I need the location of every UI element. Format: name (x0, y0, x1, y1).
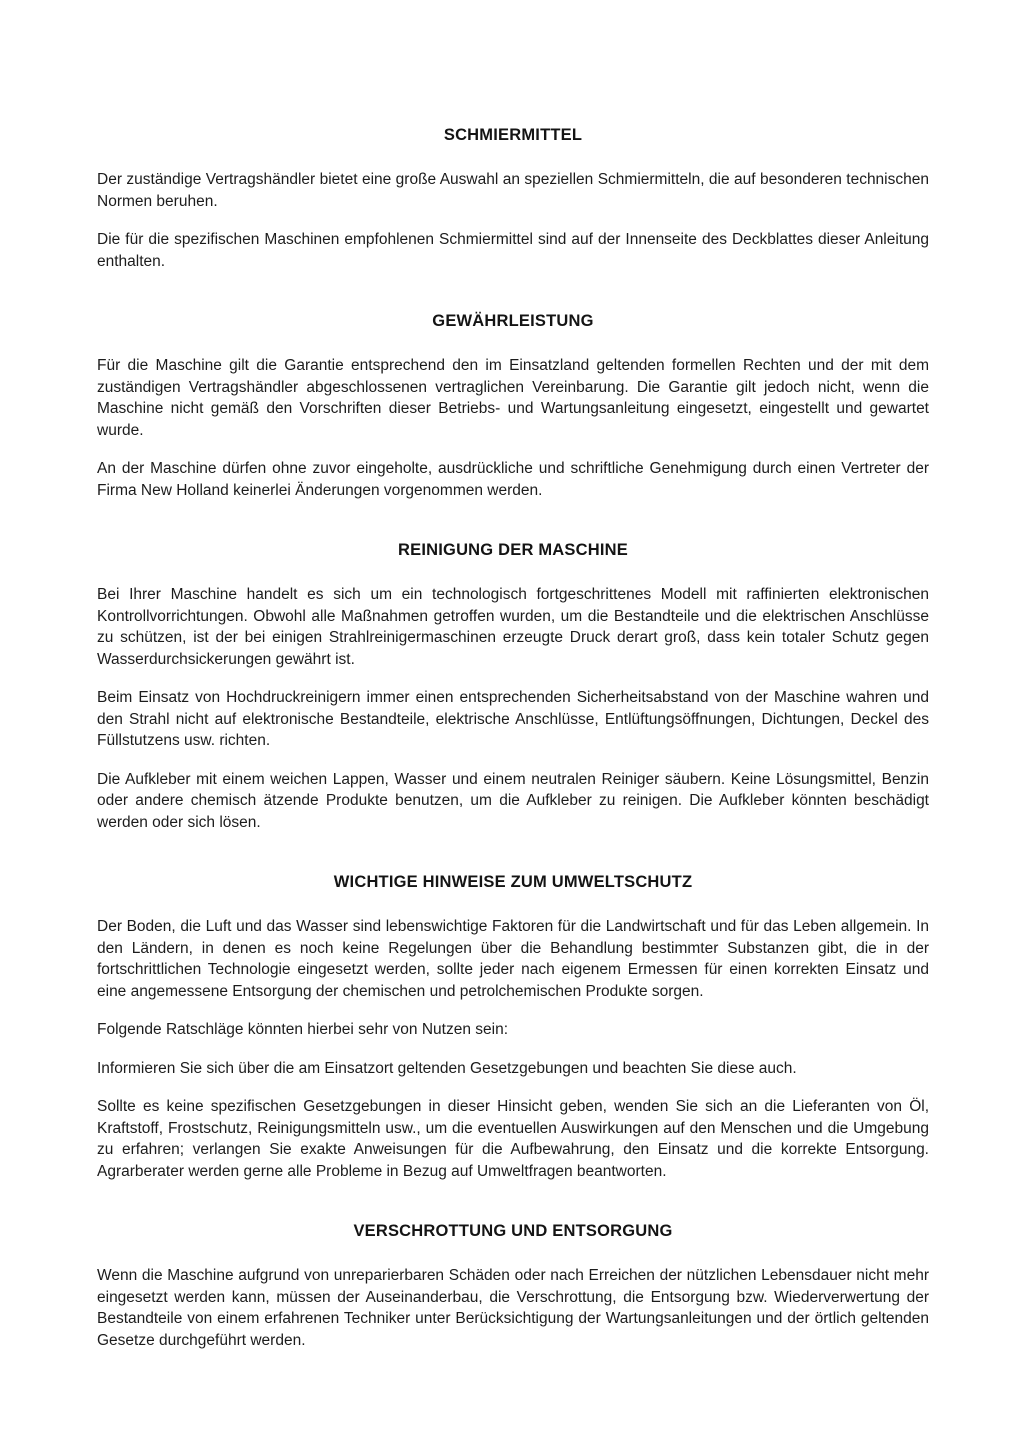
paragraph: Informieren Sie sich über die am Einsatzort geltenden Gesetzgebungen und beachten Sie diese auch. (97, 1059, 797, 1077)
section-heading: REINIGUNG DER MASCHINE (398, 541, 628, 559)
section-heading: GEWÄHRLEISTUNG (432, 312, 594, 330)
paragraph: Beim Einsatz von Hochdruckreinigern immer einen entsprechenden Sicherheitsabstand von der Maschine wahren und den Strahl nicht auf elektronische Bestandteile, elektrische Anschlüsse, Entlüftungsöffnungen, Dichtungen, Deckel des Füllstutzens usw. richten. (97, 689, 929, 749)
section-reinigung-der-maschine (97, 541, 929, 833)
section-schmiermittel (97, 126, 929, 272)
section-verschrottung-und-entsorgung (97, 1222, 929, 1351)
section-heading: VERSCHROTTUNG UND ENTSORGUNG (353, 1222, 673, 1240)
paragraph: Bei Ihrer Maschine handelt es sich um ein technologisch fortgeschrittenes Modell mit raffinierten elektronischen Kontrollvorrichtungen. Obwohl alle Maßnahmen getroffen wurden, um die Bestandteile und die elektrischen Anschlüsse zu schützen, ist der bei einigen Strahlreinigermaschinen erzeugte Druck derart groß, dass kein totaler Schutz gegen Wasserdurchsickerungen gewährt ist. (97, 586, 929, 668)
paragraph: Der zuständige Vertragshändler bietet eine große Auswahl an speziellen Schmiermitteln, die auf besonderen technischen Normen beruhen. (97, 171, 929, 210)
paragraph: An der Maschine dürfen ohne zuvor eingeholte, ausdrückliche und schriftliche Genehmigung durch einen Vertreter der Firma New Holland keinerlei Änderungen vorgenommen werden. (97, 460, 929, 499)
paragraph: Für die Maschine gilt die Garantie entsprechend den im Einsatzland geltenden formellen Rechten und der mit dem zuständigen Vertragshändler abgeschlossenen vertraglichen Vereinbarung. Die Garantie gilt jedoch nicht, wenn die Maschine nicht gemäß den Vorschriften dieser Betriebs- und Wartungsanleitung eingesetzt, eingestellt und gewartet wurde. (97, 357, 929, 439)
section-gewaehrleistung (97, 312, 929, 501)
paragraph: Die für die spezifischen Maschinen empfohlenen Schmiermittel sind auf der Innenseite des Deckblattes dieser Anleitung enthalten. (97, 231, 929, 270)
paragraph: Sollte es keine spezifischen Gesetzgebungen in dieser Hinsicht geben, wenden Sie sich an die Lieferanten von Öl, Kraftstoff, Frostschutz, Reinigungsmitteln usw., um die eventuellen Auswirkungen auf den Menschen und die Umgebung zu erfahren; verlangen Sie exakte Anweisungen für die Aufbewahrung, den Einsatz und die korrekte Entsorgung. Agrarberater werden gerne alle Probleme in Bezug auf Umweltfragen beantworten. (97, 1098, 929, 1180)
paragraph: Der Boden, die Luft und das Wasser sind lebenswichtige Faktoren für die Landwirtschaft und für das Leben allgemein. In den Ländern, in denen es noch keine Regelungen über die Behandlung bestimmter Substanzen gibt, die in der fortschrittlichen Technologie eingesetzt werden, sollte jeder nach eigenem Ermessen für einen korrekten Einsatz und eine angemessene Entsorgung der chemischen und petrolchemischen Produkte sorgen. (97, 918, 929, 1000)
paragraph: Wenn die Maschine aufgrund von unreparierbaren Schäden oder nach Erreichen der nützlichen Lebensdauer nicht mehr eingesetzt werden kann, müssen der Auseinanderbau, die Verschrottung, die Entsorgung bzw. Wiederverwertung der Bestandteile von einem erfahrenen Techniker unter Berücksichtigung der Wartungsanleitungen und der örtlich geltenden Gesetze durchgeführt werden. (97, 1267, 929, 1349)
paragraph: Folgende Ratschläge könnten hierbei sehr von Nutzen sein: (97, 1021, 509, 1038)
section-umweltschutz (97, 873, 929, 1182)
section-heading: WICHTIGE HINWEISE ZUM UMWELTSCHUTZ (333, 873, 693, 891)
section-heading: SCHMIERMITTEL (443, 126, 583, 144)
paragraph: Die Aufkleber mit einem weichen Lappen, Wasser und einem neutralen Reiniger säubern. Keine Lösungsmittel, Benzin oder andere chemisch ätzende Produkte benutzen, um die Aufkleber zu reinigen. Die Aufkleber könnten beschädigt werden oder sich lösen. (97, 770, 929, 831)
